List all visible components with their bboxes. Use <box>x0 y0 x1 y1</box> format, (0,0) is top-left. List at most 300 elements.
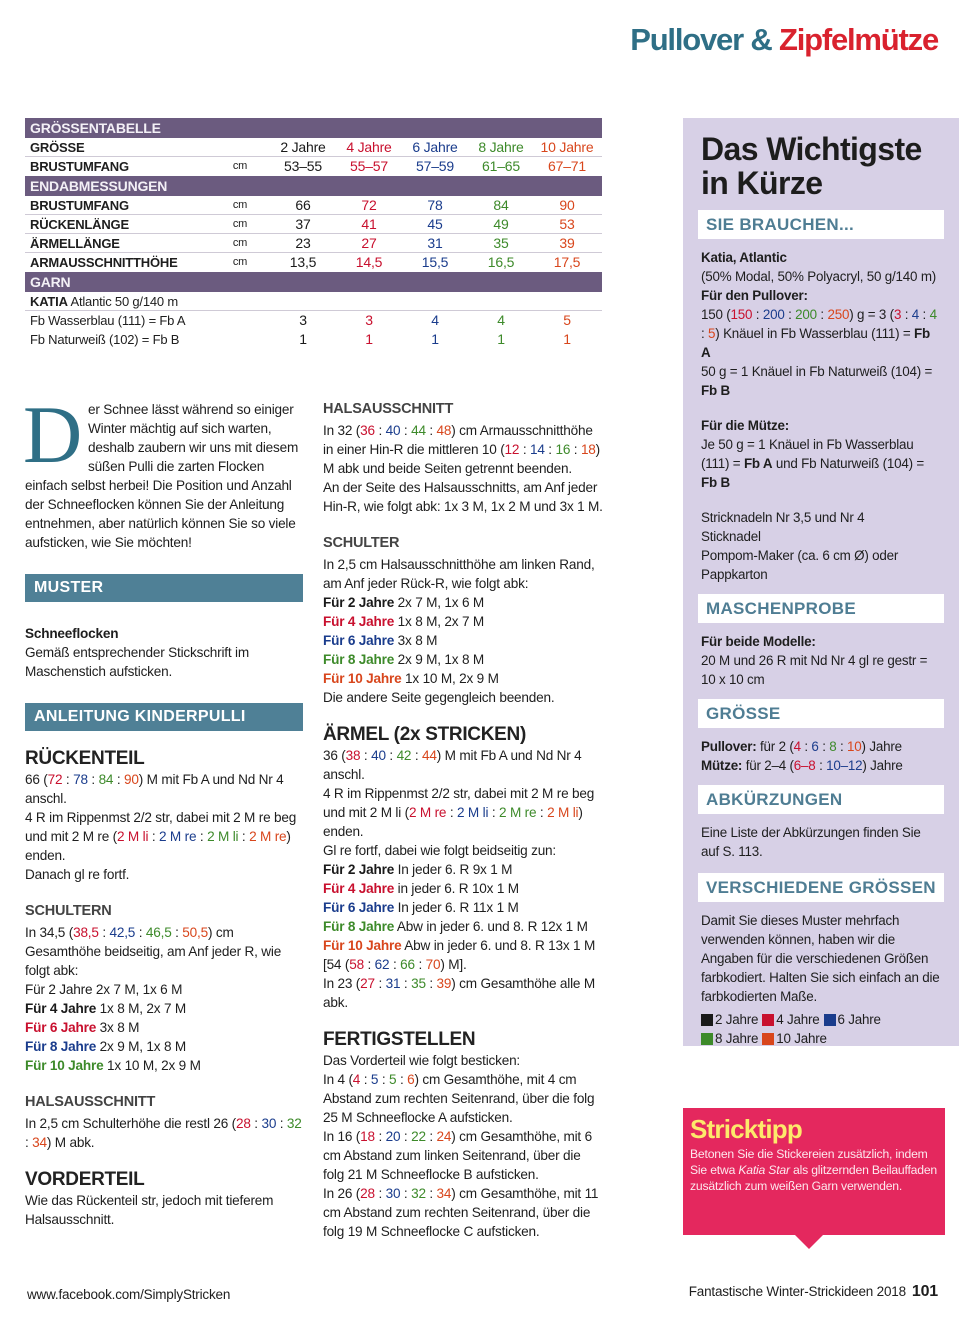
table-row-groesse <box>25 138 602 157</box>
size-instruction: 1x 10 M, 2x 9 M <box>103 1058 201 1073</box>
text-segment: 44 <box>411 423 426 438</box>
table-cell: 67–71 <box>548 158 586 174</box>
text-segment: für 2 ( <box>756 739 794 754</box>
text-segment: 34 <box>436 1186 452 1201</box>
text-segment: : <box>171 925 183 940</box>
text-segment: 16 <box>555 442 571 457</box>
middle-column <box>323 400 603 1241</box>
size-label: Für 8 Jahre <box>323 919 395 934</box>
ruecken-p3: Danach gl re fortf. <box>25 867 130 882</box>
size-instruction-line <box>323 650 603 669</box>
text-segment: ) Jahre <box>861 739 902 754</box>
tool-pompom: Pompom-Maker (ca. 6 cm Ø) oder <box>701 548 899 563</box>
fertig-p4 <box>323 1184 603 1241</box>
text-segment: : <box>425 423 437 438</box>
text-segment: 8 <box>829 739 837 754</box>
table-cell: 1 <box>365 331 373 347</box>
vorder-p: Wie das Rückenteil str, jedoch mit tieferem Halsausschnitt. <box>25 1193 274 1227</box>
text-segment: 32 <box>411 1186 426 1201</box>
table-cell: 84 <box>493 197 509 213</box>
text-segment: ) cm Gesamthöhe, mit 6 cm Abstand zum linken Seitenrand, über die folg 21 M Schneeflocke B aufsticken. <box>323 1129 592 1182</box>
text-segment: ) cm Gesamthöhe beidseitig, am Anf jeder R, wie folgt abk: <box>25 925 282 978</box>
text-segment: 50 g = 1 Knäuel in Fb Naturweiß (104) = <box>701 364 933 379</box>
size-label: Für 6 Jahre <box>323 900 395 915</box>
muster-title: Schneeflocken <box>25 626 119 641</box>
table-row-garn-title <box>25 292 602 311</box>
row-unit: cm <box>232 199 248 211</box>
table-cell: 1 <box>299 331 307 347</box>
text-segment: Mütze: <box>701 758 743 773</box>
stricktipp-title: Stricktipp <box>690 1114 802 1144</box>
text-segment: : <box>400 1129 412 1144</box>
text-segment: : <box>411 748 423 763</box>
size-label: Für 8 Jahre <box>25 1039 97 1054</box>
text-segment: : <box>360 1072 371 1087</box>
footer-magazine <box>689 1283 938 1301</box>
fertig-p1: Das Vorderteil wie folgt besticken: <box>323 1053 521 1068</box>
sidebar-title <box>701 132 941 200</box>
table-cell: 23 <box>295 235 311 251</box>
schultern-lines <box>25 980 303 1075</box>
text-segment: für 2–4 ( <box>742 758 794 773</box>
pullover-amounts-b <box>701 362 941 400</box>
text-segment: 10 <box>847 739 862 754</box>
text-segment: : <box>400 423 412 438</box>
text-segment: 62 <box>374 957 390 972</box>
text-segment: Pullover: <box>701 739 757 754</box>
table-cell: 27 <box>361 235 377 251</box>
sidebar-summary <box>683 118 959 1046</box>
text-segment: : <box>570 442 581 457</box>
aermel-p3: Gl re fortf, dabei wie folgt beidseitig zun: <box>323 843 556 858</box>
text-segment: und Fb Naturweiß (104) = <box>772 456 925 471</box>
heading-rueckenteil: RÜCKENTEIL <box>25 748 145 769</box>
text-segment: 2 M re <box>408 805 447 820</box>
text-segment: 6 <box>407 1072 415 1087</box>
row-unit: cm <box>232 160 248 172</box>
aermel-p2 <box>323 784 603 841</box>
table-cell: 41 <box>361 216 377 232</box>
legend-swatch <box>824 1014 836 1026</box>
aermel-p4 <box>323 955 603 974</box>
schultern-p1 <box>25 923 303 980</box>
size-8-header: 8 Jahre <box>478 139 524 155</box>
legend-item-10-jahre: 10 Jahre <box>762 1029 827 1048</box>
row-label: BRUSTUMFANG <box>30 159 129 174</box>
band-groessentabelle: GRÖSSENTABELLE <box>25 118 602 138</box>
text-segment: : <box>816 307 828 322</box>
text-segment: 4 <box>793 739 801 754</box>
size-instruction-line <box>25 980 303 999</box>
muster-text: Gemäß entsprechender Stickschrift im Maschenstich aufsticken. <box>25 645 249 679</box>
size-instruction: 1x 8 M, 2x 7 M <box>96 1001 187 1016</box>
band-muster: MUSTER <box>25 574 303 602</box>
text-segment: : <box>784 307 796 322</box>
size-instruction-line <box>323 917 603 936</box>
subhead-sie-brauchen: SIE BRAUCHEN... <box>698 210 944 239</box>
size-4-header: 4 Jahre <box>346 139 392 155</box>
text-segment: 4 <box>929 307 937 322</box>
text-segment: 5 <box>389 1072 397 1087</box>
text-segment: In 23 ( <box>323 976 361 991</box>
size-instruction-line <box>323 669 603 688</box>
size-label: Für 2 Jahre <box>323 595 395 610</box>
table-cell: 1 <box>431 331 439 347</box>
text-segment: : <box>62 772 74 787</box>
tool-needles: Stricknadeln Nr 3,5 und Nr 4 <box>701 510 865 525</box>
text-segment: : <box>818 739 830 754</box>
text-segment: Fb B <box>701 383 730 398</box>
garn-title <box>25 292 210 311</box>
sidebar-title-line2: in Kürze <box>701 165 823 201</box>
table-row <box>25 330 602 349</box>
text-segment: 200 <box>762 307 785 322</box>
size-instruction-line <box>25 1018 303 1037</box>
table-row-brustumfang <box>25 157 602 176</box>
text-segment: 46,5 <box>145 925 172 940</box>
legend-swatch <box>762 1033 774 1045</box>
text-segment: : <box>25 1135 33 1150</box>
drop-cap: D <box>23 389 83 480</box>
text-segment: 4 R im Rippenmst 2/2 str, dabei mit 2 M re beg und mit 2 M re ( <box>25 810 297 844</box>
subhead-abkuerzungen: ABKÜRZUNGEN <box>698 785 944 814</box>
text-segment: 48 <box>436 423 452 438</box>
text-segment: 42 <box>396 748 412 763</box>
text-segment: 84 <box>98 772 114 787</box>
table-cell: 45 <box>427 216 443 232</box>
size-instruction: 2x 7 M, 1x 6 M <box>92 982 183 997</box>
ruecken-p1 <box>25 770 303 808</box>
size-label: Für 10 Jahre <box>25 1058 104 1073</box>
text-segment: 36 <box>360 423 375 438</box>
left-column <box>23 389 303 1229</box>
text-segment: 20 <box>385 1129 401 1144</box>
text-segment: : <box>238 829 250 844</box>
row-label: GRÖSSE <box>30 140 85 155</box>
text-segment: 4 R im Rippenmst 2/2 str, dabei mit 2 M re beg und mit 2 M li ( <box>323 786 595 820</box>
band-endabmessungen: ENDABMESSUNGEN <box>25 176 602 196</box>
text-segment: 35 <box>411 976 426 991</box>
text-segment: 40 <box>371 748 386 763</box>
legend-row-1 <box>701 1010 941 1029</box>
size-instruction: 2x 9 M, 1x 8 M <box>96 1039 187 1054</box>
text-segment: 5 <box>708 326 716 341</box>
text-segment: 31 <box>385 976 401 991</box>
table-cell: 78 <box>427 197 443 213</box>
garn-name: Atlantic 50 g/140 m <box>70 294 178 309</box>
size-instruction: 3x 8 M <box>394 633 438 648</box>
size-label: Für 6 Jahre <box>323 633 395 648</box>
size-10-header: 10 Jahre <box>540 139 594 155</box>
text-segment: : <box>276 1116 287 1131</box>
text-segment: Fb A <box>701 326 931 360</box>
text-segment: : <box>536 805 548 820</box>
subhead-verschiedene-groessen: VERSCHIEDENE GRÖSSEN <box>698 873 944 902</box>
text-segment: 4 <box>911 307 919 322</box>
table-cell: 4 <box>431 312 439 328</box>
text-segment: : <box>544 442 556 457</box>
text-segment: : <box>752 307 763 322</box>
text-segment: ) cm Gesamthöhe, mit 11 cm Abstand zum rechten Seitenrand, über die folg 19 M Schneeflocke C aufsticken. <box>323 1186 599 1239</box>
size-instruction-line <box>25 1056 303 1075</box>
size-label: Für 4 Jahre <box>323 881 395 896</box>
text-segment: 22 <box>411 1129 426 1144</box>
table-row <box>25 234 602 253</box>
text-segment: 14 <box>530 442 545 457</box>
legend-swatch <box>701 1014 713 1026</box>
text-segment: : <box>374 1186 386 1201</box>
tool-sticknadel: Sticknadel <box>701 529 761 544</box>
page-title-part1: Pullover & <box>630 22 772 57</box>
text-segment: : <box>396 1072 408 1087</box>
legend-item-4-jahre: 4 Jahre <box>762 1010 819 1029</box>
text-segment: : <box>360 748 372 763</box>
text-segment: ) enden. <box>25 829 291 863</box>
text-segment: 2 M li <box>116 829 149 844</box>
legend-item-2-jahre: 2 Jahre <box>701 1010 758 1029</box>
heading-vorderteil: VORDERTEIL <box>25 1169 145 1190</box>
text-segment: : <box>374 976 386 991</box>
row-label: Fb Naturweiß (102) = Fb B <box>30 332 180 347</box>
yarn-desc: (50% Modal, 50% Polyacryl, 50 g/140 m) <box>701 269 937 284</box>
row-label: RÜCKENLÄNGE <box>30 217 129 232</box>
text-segment: 38,5 <box>73 925 99 940</box>
size-color-legend <box>701 1010 941 1048</box>
text-segment: 2 M li <box>457 805 489 820</box>
table-cell: 14,5 <box>355 254 383 270</box>
schulter-end: Die andere Seite gegengleich beenden. <box>323 690 555 705</box>
size-instruction: 2x 9 M, 1x 8 M <box>394 652 485 667</box>
table-cell: 57–59 <box>416 158 454 174</box>
footer-url-link[interactable]: www.facebook.com/SimplyStricken <box>27 1287 231 1302</box>
text-segment: : <box>425 1129 437 1144</box>
table-cell: 3 <box>299 312 307 328</box>
legend-swatch <box>701 1033 713 1045</box>
text-segment: 39 <box>436 976 452 991</box>
table-cell: 1 <box>563 331 571 347</box>
row-label: ARMAUSSCHNITTHÖHE <box>30 255 178 270</box>
text-segment: : <box>196 829 208 844</box>
text-segment: 2 M re <box>159 829 197 844</box>
text-segment: 5 <box>370 1072 379 1087</box>
table-row <box>25 311 602 330</box>
size-instruction: Abw in jeder 6. und 8. R 12x 1 M <box>394 919 588 934</box>
table-cell: 55–57 <box>350 158 388 174</box>
mid-hals-p2: An der Seite des Halsausschnitts, am Anf jeder Hin-R, wie folgt abk: 1x 3 M, 1x 2 M und 3x 1 M. <box>323 480 603 514</box>
text-segment: 72 <box>47 772 63 787</box>
text-segment: 6 <box>811 739 819 754</box>
text-segment: 38 <box>345 748 361 763</box>
table-cell: 49 <box>493 216 509 232</box>
text-segment: Fb A <box>743 456 773 471</box>
fertig-p3 <box>323 1127 603 1184</box>
muetze-amounts <box>701 435 941 492</box>
row-label: Fb Wasserblau (111) = Fb A <box>30 313 186 328</box>
size-table <box>25 118 602 349</box>
maschen-text: 20 M und 26 R mit Nd Nr 4 gl re gestr = 10 x 10 cm <box>701 653 928 687</box>
text-segment: 30 <box>261 1116 277 1131</box>
text-segment: 34 <box>32 1135 47 1150</box>
intro-paragraph <box>23 389 303 552</box>
size-label: Für 10 Jahre <box>323 938 402 953</box>
table-cell: 35 <box>493 235 509 251</box>
text-segment: : <box>901 307 912 322</box>
heading-schultern: SCHULTERN <box>25 903 112 919</box>
size-instruction: 1x 8 M, 2x 7 M <box>394 614 485 629</box>
text-segment: 150 <box>730 307 753 322</box>
legend-row-2 <box>701 1029 941 1048</box>
band-anleitung: ANLEITUNG KINDERPULLI <box>25 703 303 731</box>
text-segment: ) cm Armausschnitthöhe in einer Hin-R die mittleren 10 ( <box>323 423 593 457</box>
text-segment: : <box>836 739 848 754</box>
text-segment: ) cm Gesamthöhe alle M abk. <box>323 976 595 1010</box>
size-2-header: 2 Jahre <box>280 139 326 155</box>
text-segment: 150 ( <box>701 307 731 322</box>
text-segment: : <box>148 829 159 844</box>
aermel-p5 <box>323 974 603 1012</box>
text-segment: : <box>113 772 125 787</box>
text-segment: ) M mit Fb A und Nd Nr 4 anschl. <box>25 772 284 806</box>
table-cell: 66 <box>295 197 311 213</box>
text-segment: 36 ( <box>323 748 346 763</box>
text-segment: 18 <box>580 442 596 457</box>
text-segment: ) Knäuel in Fb Wasserblau (111) = <box>715 326 915 341</box>
size-instruction: 1x 10 M, 2x 9 M <box>401 671 499 686</box>
size-instruction-line <box>323 593 603 612</box>
text-segment: 58 <box>349 957 364 972</box>
text-segment: 78 <box>73 772 88 787</box>
text-segment: : <box>98 925 110 940</box>
heading-halsausschnitt-left: HALSAUSSCHNITT <box>25 1094 156 1110</box>
text-segment: 27 <box>360 976 375 991</box>
size-label: Für 8 Jahre <box>323 652 395 667</box>
table-row <box>25 196 602 215</box>
table-cell: 17,5 <box>553 254 581 270</box>
table-cell: 90 <box>559 197 575 213</box>
speech-bubble-notch <box>795 1235 823 1249</box>
heading-schulter: SCHULTER <box>323 535 400 551</box>
size-label: Für 4 Jahre <box>25 1001 97 1016</box>
fertig-p2 <box>323 1070 603 1127</box>
text-segment: In 4 ( <box>323 1072 353 1087</box>
text-segment: : <box>446 805 457 820</box>
text-segment: 44 <box>422 748 437 763</box>
table-cell: 3 <box>365 312 373 328</box>
heading-halsausschnitt-mid: HALSAUSSCHNITT <box>323 401 454 417</box>
text-segment: : <box>519 442 530 457</box>
text-segment: : <box>400 976 412 991</box>
text-segment: In 26 ( <box>323 1186 361 1201</box>
text-segment: 28 <box>360 1186 375 1201</box>
text-segment: 200 <box>795 307 817 322</box>
text-segment: : <box>363 957 375 972</box>
stricktipp-box <box>683 1108 945 1235</box>
text-segment: : <box>425 1186 437 1201</box>
groesse-muetze <box>701 756 941 775</box>
text-segment: : <box>389 957 401 972</box>
text-segment: : <box>250 1116 262 1131</box>
row-unit: cm <box>232 256 248 268</box>
text-segment: : <box>87 772 99 787</box>
size-instruction: 2x 7 M, 1x 6 M <box>394 595 485 610</box>
text-segment: 30 <box>385 1186 401 1201</box>
table-cell: 13,5 <box>289 254 317 270</box>
text-segment: [54 ( <box>323 957 350 972</box>
size-instruction: In jeder 6. R 11x 1 M <box>394 900 519 915</box>
text-segment: ) M]. <box>440 957 467 972</box>
text-segment: Fb B <box>701 475 730 490</box>
pullover-label: Für den Pullover: <box>701 288 808 303</box>
text-segment: In 16 ( <box>323 1129 361 1144</box>
schulter-lines <box>323 593 603 688</box>
legend-swatch <box>762 1014 774 1026</box>
end-rows <box>25 196 602 272</box>
tool-pappkarton: Pappkarton <box>701 567 768 582</box>
size-instruction-line <box>323 936 603 955</box>
size-label: Für 2 Jahre <box>25 982 93 997</box>
yarn-name: Katia, Atlantic <box>701 250 787 265</box>
size-label: Für 4 Jahre <box>323 614 395 629</box>
size-instruction-line <box>323 879 603 898</box>
text-segment: 18 <box>360 1129 375 1144</box>
text-segment: 6–8 <box>793 758 816 773</box>
text-segment: : <box>414 957 426 972</box>
maschen-label: Für beide Modelle: <box>701 634 816 649</box>
aermel-lines <box>323 860 603 955</box>
text-segment: 2 M li <box>207 829 239 844</box>
size-instruction: In jeder 6. R 9x 1 M <box>394 862 513 877</box>
size-instruction-line <box>323 860 603 879</box>
table-cell: 53–55 <box>284 158 322 174</box>
text-segment: 2 M li <box>547 805 579 820</box>
heading-fertigstellen: FERTIGSTELLEN <box>323 1029 476 1050</box>
table-cell: 16,5 <box>487 254 515 270</box>
stricktipp-text: Betonen Sie die Stickereien zusätzlich, indem Sie etwa Katia Star als glitzernden Beilauffaden zusätzlich zum weißen Garn verwenden. <box>690 1147 937 1193</box>
row-unit: cm <box>232 218 248 230</box>
text-segment: ) cm Gesamthöhe, mit 4 cm Abstand zum rechten Seitenrand, über die folg 25 M Schneeflocke A aufsticken. <box>323 1072 595 1125</box>
size-label: Für 6 Jahre <box>25 1020 97 1035</box>
magazine-name: Fantastische Winter-Strickideen 2018 <box>688 1284 906 1299</box>
abk-text: Eine Liste der Abkürzungen finden Sie auf S. 113. <box>701 825 921 859</box>
text-segment: 2 M re <box>499 805 537 820</box>
text-segment: 42,5 <box>109 925 136 940</box>
text-segment: 2 M re <box>249 829 287 844</box>
text-segment: : <box>815 758 827 773</box>
row-unit: cm <box>232 237 248 249</box>
hals-p <box>25 1114 303 1152</box>
size-instruction-line <box>323 631 603 650</box>
table-cell: 39 <box>559 235 575 251</box>
subhead-maschenprobe: MASCHENPROBE <box>698 594 944 623</box>
sidebar-title-line1: Das Wichtigste <box>701 131 922 167</box>
table-cell: 1 <box>497 331 505 347</box>
size-6-header: 6 Jahre <box>412 139 458 155</box>
text-segment: 90 <box>124 772 139 787</box>
text-segment: : <box>425 976 437 991</box>
size-instruction: in jeder 6. R 10x 1 M <box>394 881 519 896</box>
table-cell: 72 <box>361 197 377 213</box>
page-title-part2: Zipfelmütze <box>778 22 938 57</box>
legend-item-8-jahre: 8 Jahre <box>701 1029 758 1048</box>
text-segment: 250 <box>827 307 850 322</box>
text-segment: 12 <box>504 442 520 457</box>
text-segment: 32 <box>286 1116 302 1131</box>
text-segment: ) M abk. <box>46 1135 95 1150</box>
table-cell: 61–65 <box>482 158 520 174</box>
text-segment: : <box>488 805 500 820</box>
table-cell: 4 <box>497 312 505 328</box>
text-segment: ) enden. <box>323 805 583 839</box>
